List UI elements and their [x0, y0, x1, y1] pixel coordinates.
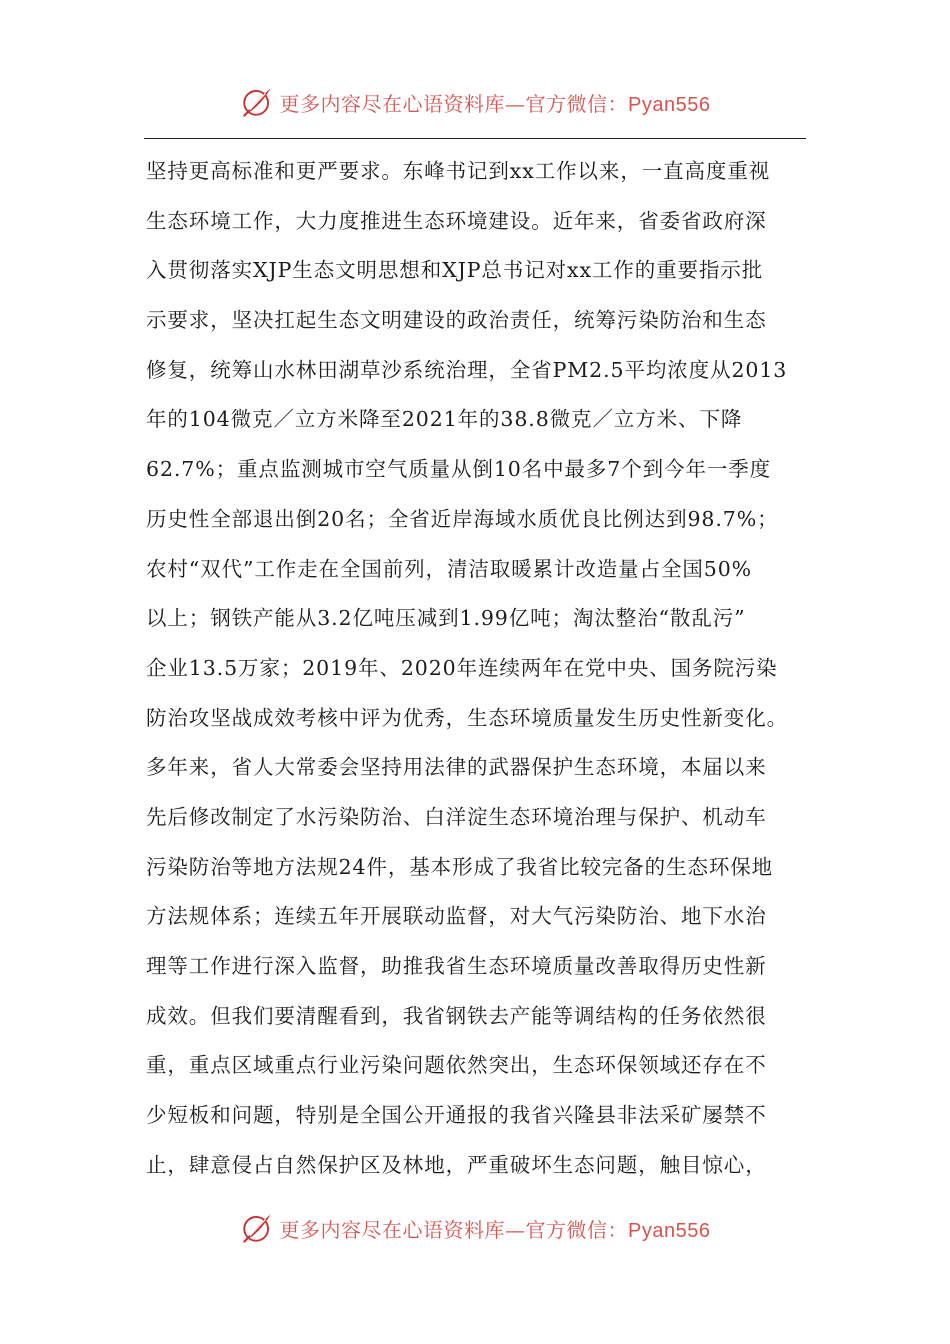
text-line: 污染防治等地方法规24件，基本形成了我省比较完备的生态环保地	[146, 854, 774, 879]
text-line: 方法规体系；连续五年开展联动监督，对大气污染防治、地下水治	[146, 904, 767, 929]
text-line: 历史性全部退出倒20名；全省近岸海域水质优良比例达到98.7%；	[146, 506, 779, 531]
text-line: 农村“双代”工作走在全国前列，清洁取暖累计改造量占全国50%	[146, 556, 753, 581]
header-banner	[0, 82, 950, 122]
footer-banner	[0, 1208, 950, 1248]
text-line: 62.7%；重点监测城市空气质量从倒10名中最多7个到今年一季度	[146, 457, 772, 482]
text-line: 企业13.5万家；2019年、2020年连续两年在党中央、国务院污染	[146, 655, 778, 680]
text-line: 多年来，省人大常委会坚持用法律的武器保护生态环境，本届以来	[146, 755, 767, 780]
feather-pen-logo-icon	[240, 1211, 274, 1245]
text-line: 重，重点区域重点行业污染问题依然突出，生态环保领域还存在不	[146, 1053, 767, 1078]
text-line: 年的104微克／立方米降至2021年的38.8微克／立方米、下降	[146, 407, 743, 432]
text-line: 少短板和问题，特别是全国公开通报的我省兴隆县非法采矿屡禁不	[146, 1103, 767, 1128]
header-banner-text: 更多内容尽在心语资料库—官方微信：Pyan556	[279, 91, 711, 116]
footer-wechat-id: Pyan556	[628, 1219, 711, 1242]
text-line: 理等工作进行深入监督，助推我省生态环境质量改善取得历史性新	[146, 954, 767, 978]
text-line: 坚持更高标准和更严要求。东峰书记到xx工作以来，一直高度重视	[146, 159, 771, 183]
text-line: 止，肆意侵占自然保护区及林地，严重破坏生态问题，触目惊心，	[146, 1152, 767, 1177]
header-wechat-id: Pyan556	[628, 93, 711, 116]
text-line: 修复，统筹山水林田湖草沙系统治理，全省PM2.5平均浓度从2013	[146, 357, 788, 382]
text-line: 成效。但我们要清醒看到，我省钢铁去产能等调结构的任务依然很	[146, 1003, 767, 1028]
text-line: 示要求，坚决扛起生态文明建设的政治责任，统筹污染防治和生态	[146, 308, 767, 333]
text-line: 先后修改制定了水污染防治、白洋淀生态环境治理与保护、机动车	[146, 804, 767, 829]
text-line: 防治攻坚战成效考核中评为优秀，生态环境质量发生历史性新变化。	[146, 705, 788, 730]
footer-banner-text: 更多内容尽在心语资料库—官方微信：Pyan556	[279, 1217, 711, 1242]
text-line: 生态环境工作，大力度推进生态环境建设。近年来，省委省政府深	[146, 208, 767, 233]
text-line: 入贯彻落实XJP生态文明思想和XJP总书记对xx工作的重要指示批	[146, 258, 764, 283]
header-divider	[144, 138, 806, 139]
document-body	[146, 147, 806, 1190]
text-line: 以上；钢铁产能从3.2亿吨压减到1.99亿吨；淘汰整治“散乱污”	[146, 606, 746, 631]
feather-pen-logo-icon	[240, 85, 274, 119]
